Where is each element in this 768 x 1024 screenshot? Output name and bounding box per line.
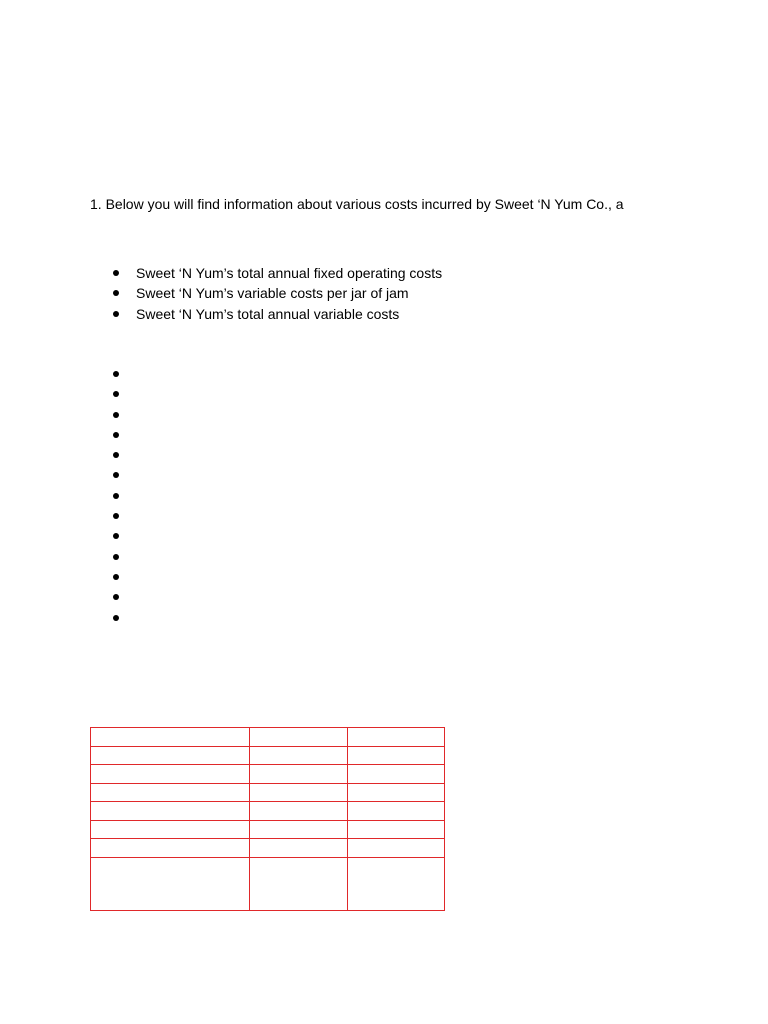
list-item-text: Sweet ‘N Yum’s variable costs per jar of jam	[136, 285, 409, 302]
table-cell	[348, 820, 445, 839]
table-row	[91, 765, 445, 784]
table-cell	[91, 783, 250, 802]
table-cell	[348, 783, 445, 802]
bullet-icon	[113, 391, 119, 397]
bullet-icon	[113, 270, 119, 276]
bullet-icon	[113, 533, 119, 539]
bullet-icon	[113, 432, 119, 438]
bullet-icon	[113, 412, 119, 418]
bullet-icon	[113, 574, 119, 580]
table-cell	[250, 820, 348, 839]
table-cell	[250, 802, 348, 821]
table-row	[91, 839, 445, 858]
cost-table	[90, 727, 445, 911]
bullet-icon	[113, 371, 119, 377]
bullet-icon	[113, 594, 119, 600]
table-cell	[91, 839, 250, 858]
question-text: 1. Below you will find information about various costs incurred by Sweet ‘N Yum Co., a	[90, 196, 624, 212]
table-row	[91, 802, 445, 821]
table-cell	[91, 765, 250, 784]
table-cell	[348, 765, 445, 784]
table-cell	[348, 839, 445, 858]
table-cell	[348, 802, 445, 821]
bullet-icon	[113, 513, 119, 519]
bullet-icon	[113, 290, 119, 296]
list-item-text: Sweet ‘N Yum’s total annual variable costs	[136, 305, 400, 322]
table-row	[91, 820, 445, 839]
bullet-icon	[113, 493, 119, 499]
table-cell	[250, 839, 348, 858]
table-cell	[348, 728, 445, 747]
table-cell	[250, 728, 348, 747]
bullet-icon	[113, 311, 119, 317]
table-cell	[91, 802, 250, 821]
table-cell	[91, 820, 250, 839]
table-cell	[91, 746, 250, 765]
bullet-icon	[113, 472, 119, 478]
table-cell	[250, 746, 348, 765]
table-cell	[250, 765, 348, 784]
list-item-text: Sweet ‘N Yum’s total annual fixed operating costs	[136, 265, 443, 281]
bullet-icon	[113, 554, 119, 560]
table-row	[91, 746, 445, 765]
bullet-icon	[113, 615, 119, 621]
table-cell	[348, 857, 445, 910]
table-row	[91, 857, 445, 910]
table-cell	[250, 783, 348, 802]
table-cell	[348, 746, 445, 765]
bullet-icon	[113, 452, 119, 458]
table-cell	[91, 857, 250, 910]
table-cell	[91, 728, 250, 747]
table-row	[91, 783, 445, 802]
table-cell	[250, 857, 348, 910]
table-row	[91, 728, 445, 747]
